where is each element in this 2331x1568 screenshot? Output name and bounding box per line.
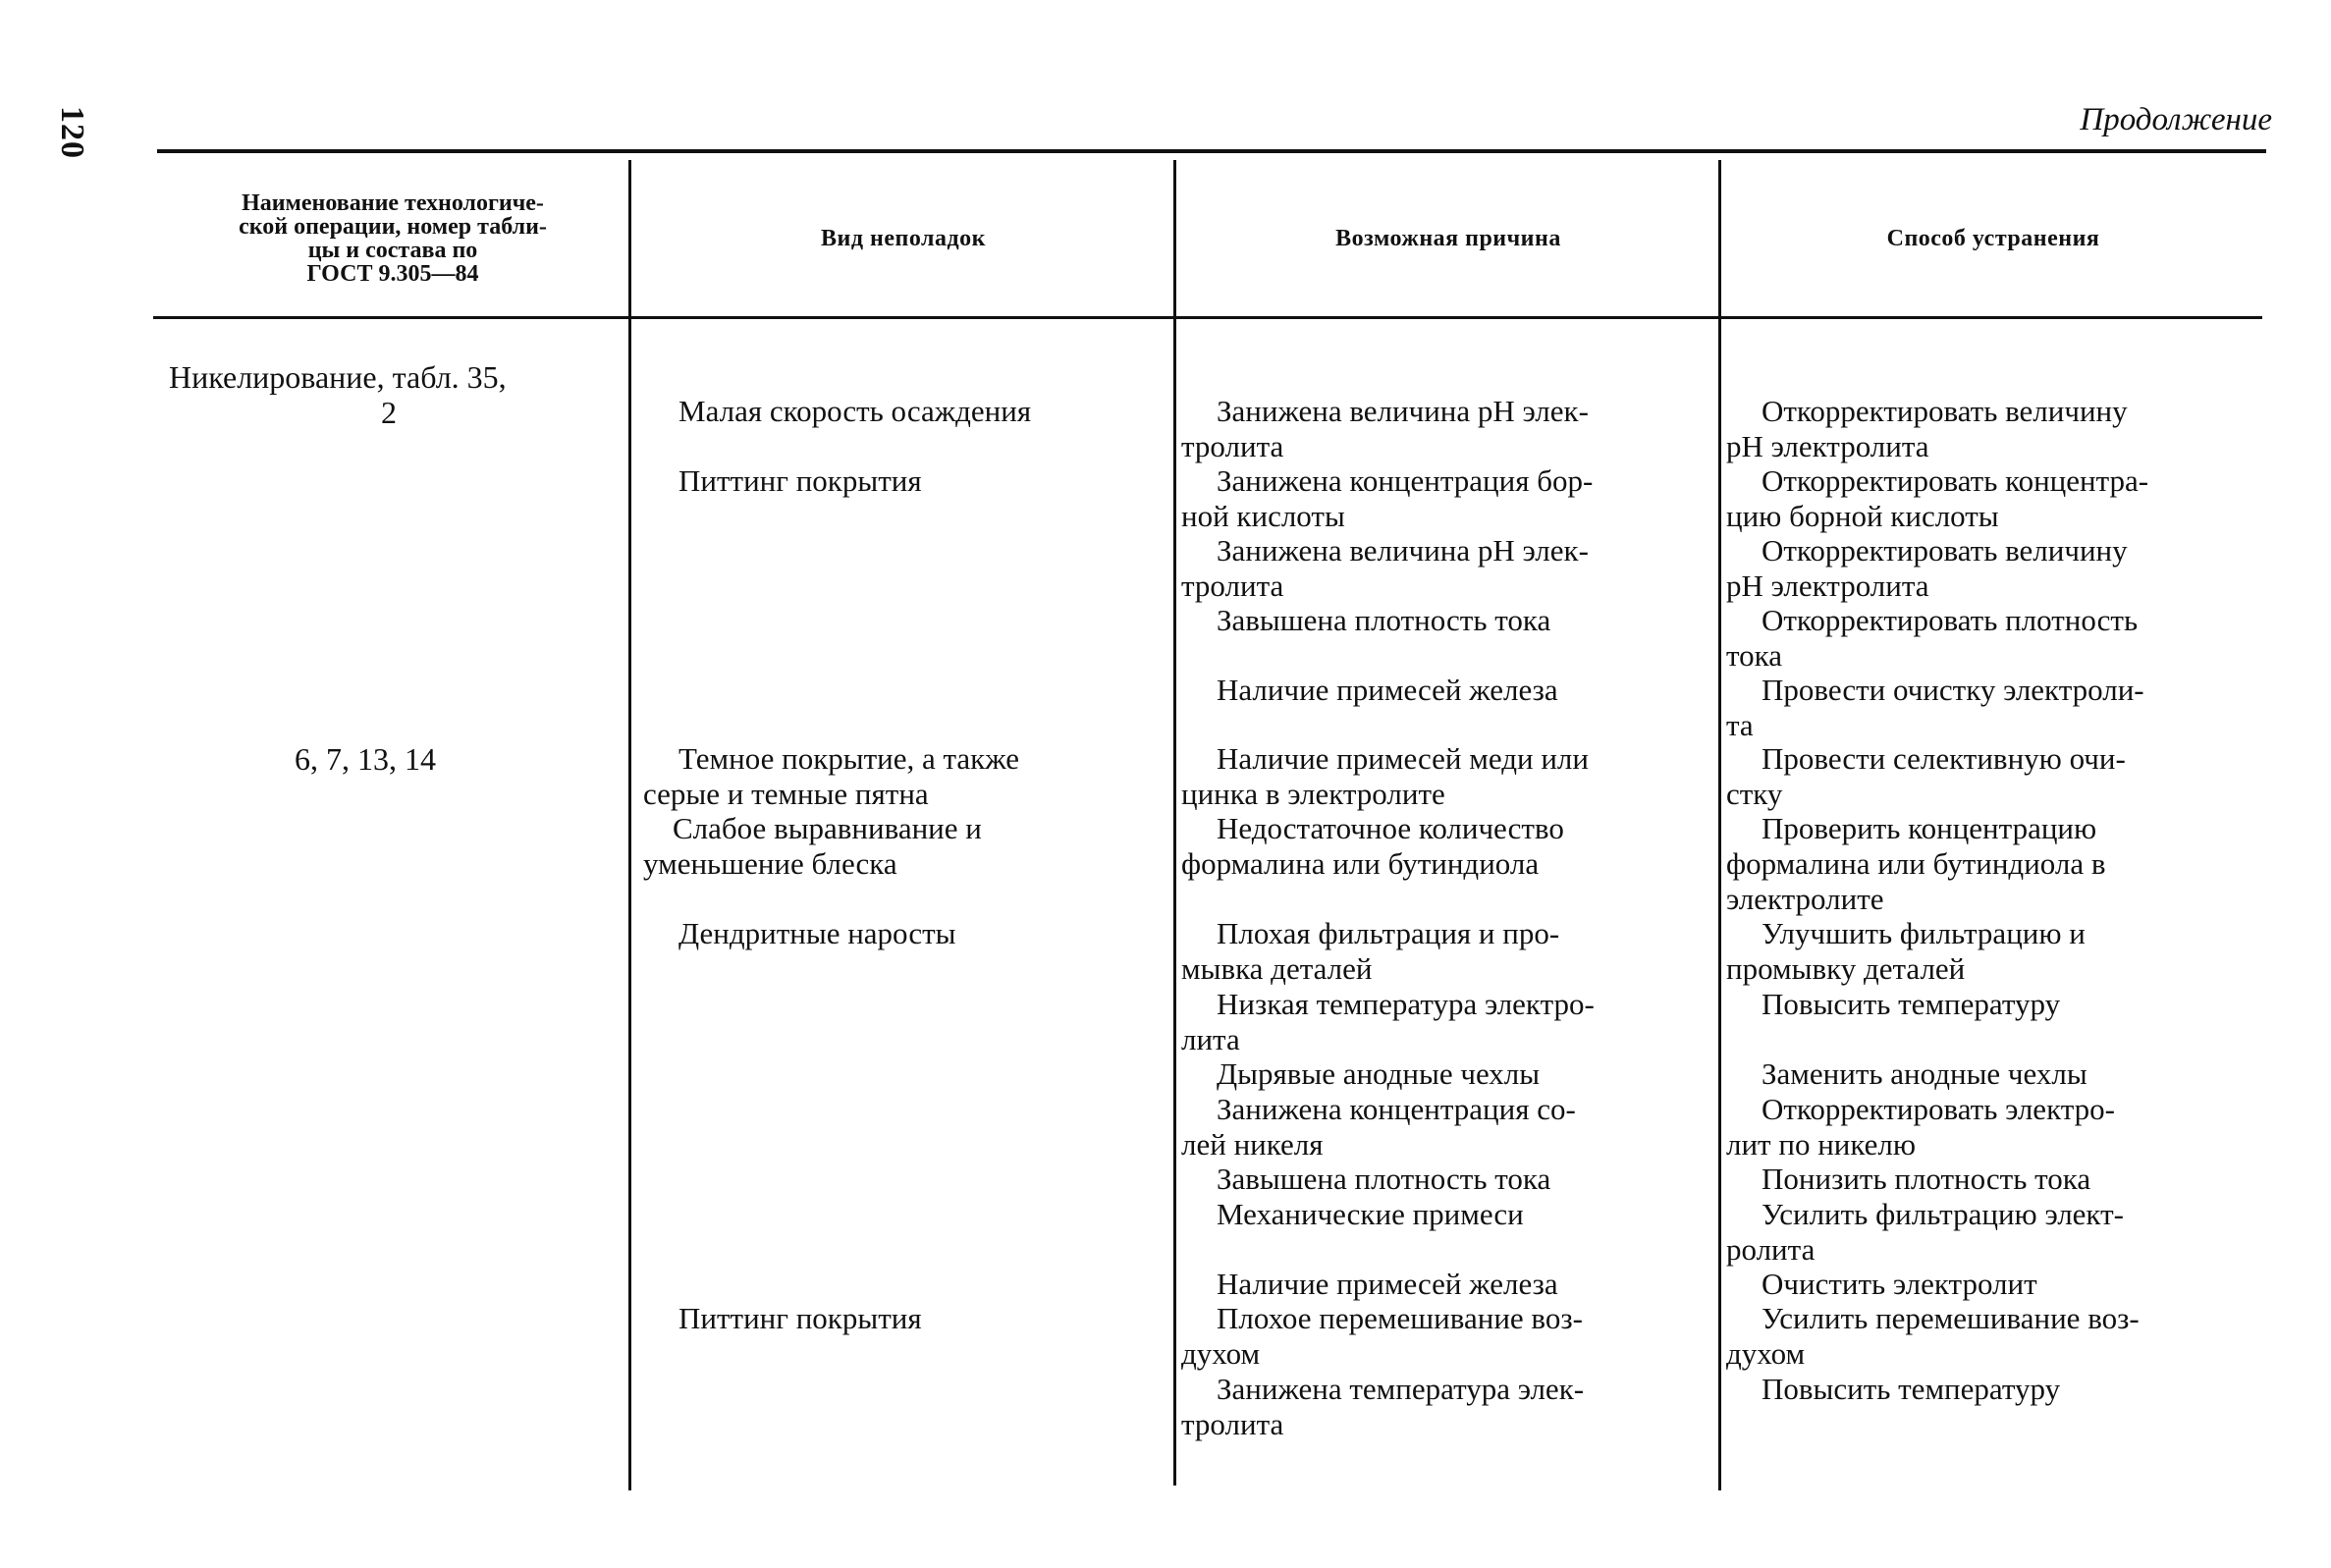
cause-item: Дырявые анодные чехлы	[1217, 1056, 1541, 1091]
cause-item: Низкая температура электро- лита	[1181, 987, 1595, 1056]
remedy-item: Откорректировать плотность тока	[1726, 603, 2139, 673]
operation-nickel-plating: Никелирование, табл. 35, 2	[169, 359, 507, 430]
operation-compositions: 6, 7, 13, 14	[295, 741, 436, 777]
header-operation: Наименование технологиче- ской операции, номер табли- цы и состава по ГОСТ 9.305—84	[239, 190, 547, 287]
header-defect-type: Вид неполадок	[821, 226, 986, 251]
column-divider-1	[628, 160, 631, 1490]
defect-low-deposition-rate: Малая скорость осаждения	[678, 394, 1032, 428]
remedy-item: Повысить температуру	[1762, 987, 2061, 1021]
cause-item: Занижена концентрация бор- ной кислоты	[1181, 463, 1594, 533]
continuation-label: Продолжение	[2080, 102, 2272, 137]
cause-item: Завышена плотность тока	[1217, 603, 1551, 637]
defect-dark-coating: Темное покрытие, а также серые и темные пятна	[643, 741, 1020, 811]
cause-item: Наличие примесей железа	[1217, 673, 1558, 707]
remedy-item: Понизить плотность тока	[1762, 1162, 2091, 1196]
remedy-item: Провести селективную очи- стку	[1726, 741, 2126, 811]
remedy-item: Очистить электролит	[1762, 1267, 2037, 1301]
header-remedy: Способ устранения	[1886, 226, 2100, 251]
defect-pitting: Питтинг покрытия	[678, 463, 922, 498]
cause-item: Недостаточное количество формалина или бутиндиола	[1181, 811, 1564, 881]
remedy-item: Откорректировать величину рН электролита	[1726, 394, 2128, 463]
column-divider-3	[1718, 160, 1721, 1490]
cause-item: Завышена плотность тока	[1217, 1162, 1551, 1196]
remedy-item: Откорректировать электро- лит по никелю	[1726, 1092, 2115, 1162]
cause-item: Занижена концентрация со- лей никеля	[1181, 1092, 1576, 1162]
table-top-rule	[157, 149, 2266, 153]
remedy-item: Повысить температуру	[1762, 1372, 2061, 1406]
cause-item: Занижена величина рН элек- тролита	[1181, 394, 1589, 463]
cause-item: Занижена величина рН элек- тролита	[1181, 533, 1589, 603]
cause-item: Плохое перемешивание воз- духом	[1181, 1301, 1583, 1371]
defect-dendrites: Дендритные наросты	[678, 916, 956, 950]
remedy-item: Улучшить фильтрацию и промывку деталей	[1726, 916, 2086, 986]
cause-item: Наличие примесей железа	[1217, 1267, 1558, 1301]
remedy-item: Провести очистку электроли- та	[1726, 673, 2144, 742]
defect-weak-leveling: Слабое выравнивание и уменьшение блеска	[643, 811, 982, 881]
remedy-item: Усилить перемешивание воз- духом	[1726, 1301, 2140, 1371]
header-possible-cause: Возможная причина	[1335, 226, 1561, 251]
column-divider-2	[1173, 160, 1176, 1486]
cause-item: Механические примеси	[1217, 1197, 1524, 1231]
page-number: 120	[54, 106, 90, 159]
remedy-item: Заменить анодные чехлы	[1762, 1056, 2087, 1091]
remedy-item: Откорректировать концентра- цию борной кислоты	[1726, 463, 2149, 533]
remedy-item: Откорректировать величину рН электролита	[1726, 533, 2128, 603]
cause-item: Наличие примесей меди или цинка в электролите	[1181, 741, 1589, 811]
cause-item: Плохая фильтрация и про- мывка деталей	[1181, 916, 1560, 986]
defect-pitting-2: Питтинг покрытия	[678, 1301, 922, 1335]
remedy-item: Усилить фильтрацию элект- ролита	[1726, 1197, 2124, 1267]
cause-item: Занижена температура элек- тролита	[1181, 1372, 1585, 1441]
remedy-item: Проверить концентрацию формалина или бутиндиола в электролите	[1726, 811, 2106, 916]
